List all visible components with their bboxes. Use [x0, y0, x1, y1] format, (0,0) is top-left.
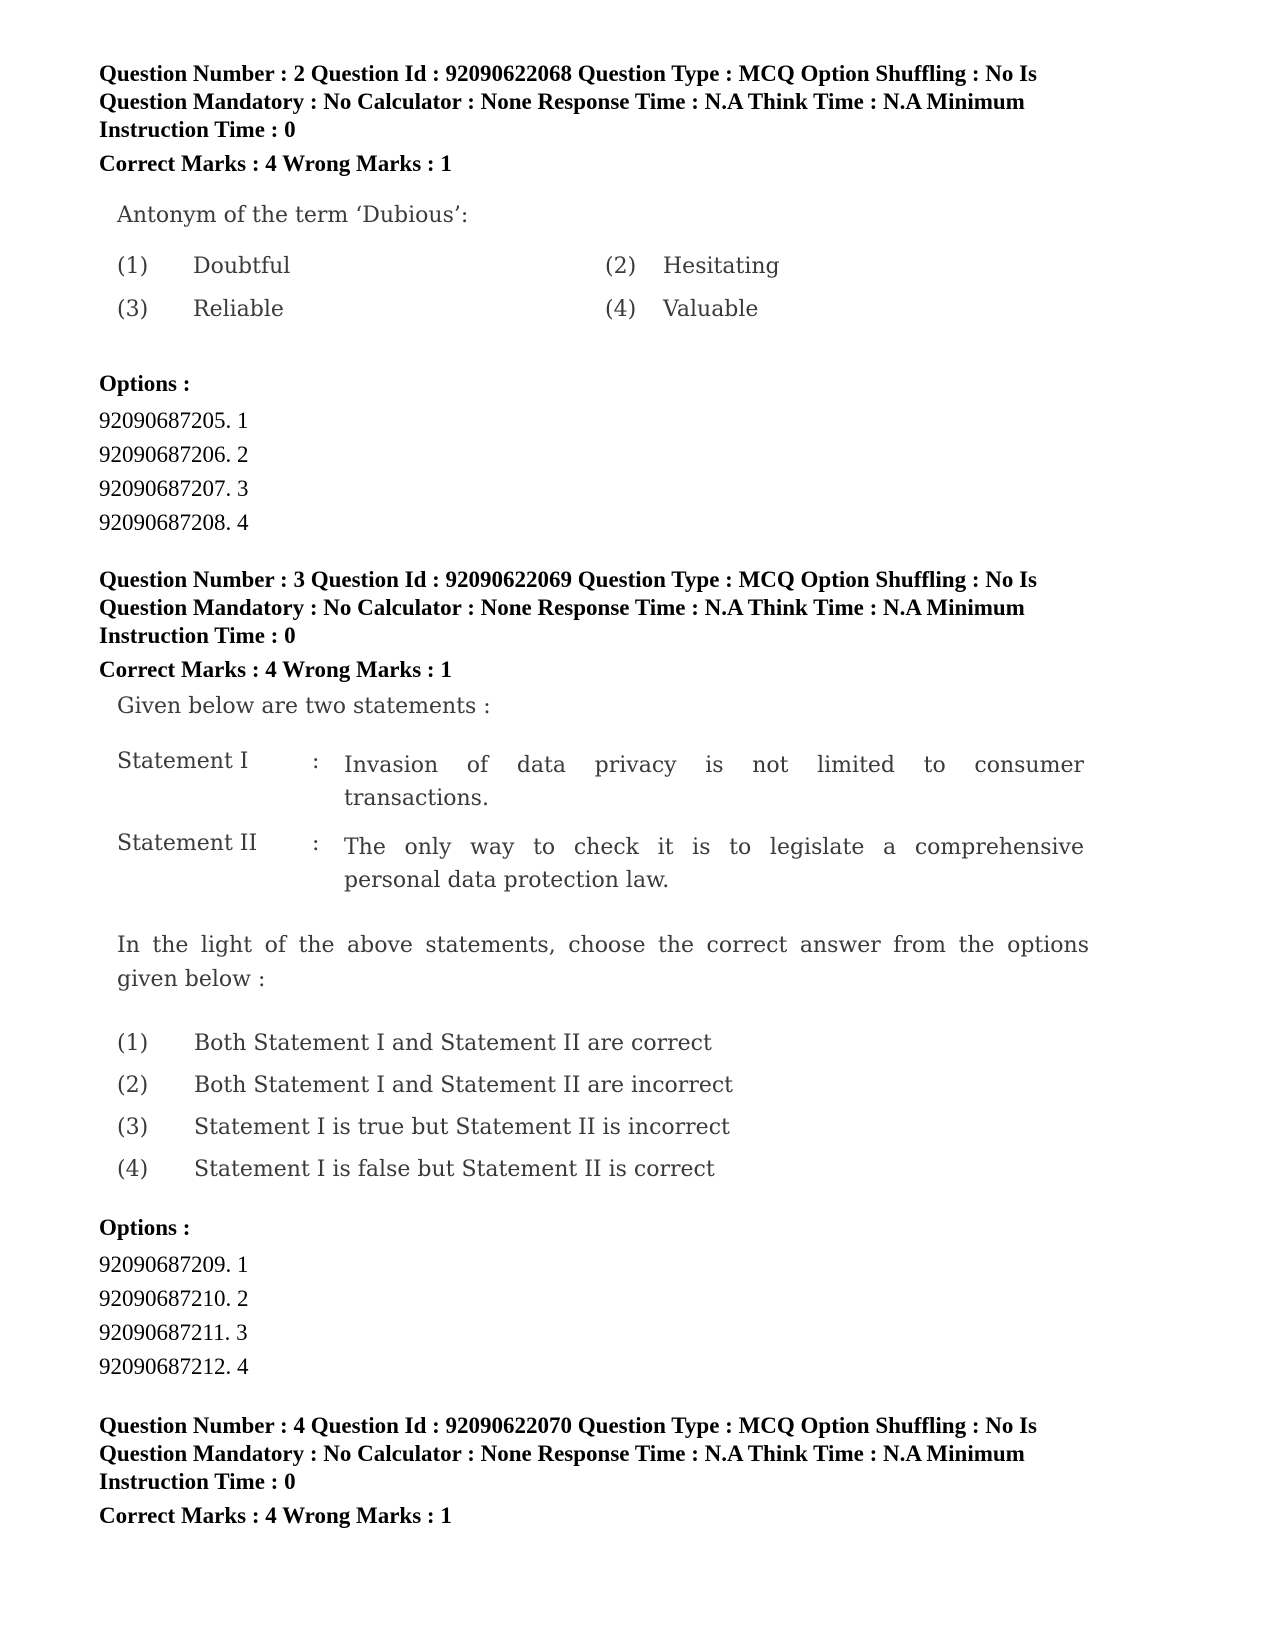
q2-question-body — [117, 203, 877, 322]
choice-number: (4) — [605, 297, 637, 322]
choice-row — [117, 1148, 1097, 1190]
choice-text: Statement I is true but Statement II is incorrect — [194, 1114, 730, 1140]
option-id: 92090687206. 2 — [99, 442, 249, 467]
option-id: 92090687211. 3 — [99, 1320, 248, 1345]
choice-text: Reliable — [193, 297, 284, 322]
q2-header — [99, 60, 1199, 178]
q4-header — [99, 1412, 1199, 1530]
q2-marks: Correct Marks : 4 Wrong Marks : 1 — [99, 151, 452, 176]
q3-header-line: Instruction Time : 0 — [99, 623, 296, 648]
q4-header-line: Instruction Time : 0 — [99, 1469, 296, 1494]
q2-question-text: Antonym of the term ‘Dubious’: — [117, 203, 469, 228]
statement-text — [344, 749, 1084, 815]
statement-label: Statement II — [117, 831, 258, 856]
choice-number: (4) — [117, 1156, 149, 1182]
statement-line: Invasion of data privacy is not limited to consumer — [344, 753, 1084, 778]
options-label: Options : — [99, 371, 191, 396]
option-id: 92090687210. 2 — [99, 1286, 249, 1311]
q3-header — [99, 566, 1199, 684]
option-id: 92090687207. 3 — [99, 476, 249, 501]
q4-header-line: Question Number : 4 Question Id : 92090622070 Question Type : MCQ Option Shuffling : No Is — [99, 1413, 1038, 1438]
choice-number: (3) — [117, 297, 149, 322]
choice-text: Both Statement I and Statement II are incorrect — [194, 1072, 734, 1098]
choice-number: (1) — [117, 1030, 149, 1056]
statement-colon: : — [312, 831, 320, 856]
q2-header-line: Instruction Time : 0 — [99, 117, 296, 142]
q3-instruction — [117, 929, 1089, 997]
choice-text: Hesitating — [663, 254, 780, 279]
option-id: 92090687208. 4 — [99, 510, 249, 535]
q2-header-line: Question Mandatory : No Calculator : None Response Time : N.A Think Time : N.A Minimum — [99, 89, 1025, 114]
q3-choices — [117, 1022, 1097, 1190]
statement-line: The only way to check it is to legislate a comprehensive — [344, 835, 1084, 860]
choice-row — [117, 1022, 1097, 1064]
q3-header-line: Question Number : 3 Question Id : 92090622069 Question Type : MCQ Option Shuffling : No Is — [99, 567, 1038, 592]
statement-text — [344, 831, 1084, 897]
option-id: 92090687205. 1 — [99, 408, 249, 433]
choice-row — [117, 1106, 1097, 1148]
choice-row — [117, 1064, 1097, 1106]
instruction-line: In the light of the above statements, choose the correct answer from the options — [117, 933, 1089, 958]
statement-colon: : — [312, 749, 320, 774]
instruction-line: given below : — [117, 967, 266, 992]
q3-marks: Correct Marks : 4 Wrong Marks : 1 — [99, 657, 452, 682]
q2-choices — [117, 254, 877, 322]
statement-line: personal data protection law. — [344, 868, 670, 893]
q3-options — [99, 1214, 1199, 1384]
q3-header-line: Question Mandatory : No Calculator : None Response Time : N.A Think Time : N.A Minimum — [99, 595, 1025, 620]
q2-options — [99, 370, 1199, 540]
statement-label: Statement I — [117, 749, 249, 774]
q4-header-line: Question Mandatory : No Calculator : None Response Time : N.A Think Time : N.A Minimum — [99, 1441, 1025, 1466]
choice-number: (2) — [605, 254, 637, 279]
q3-intro: Given below are two statements : — [117, 694, 491, 719]
statement-line: transactions. — [344, 786, 489, 811]
choice-number: (3) — [117, 1114, 149, 1140]
option-id: 92090687209. 1 — [99, 1252, 249, 1277]
choice-number: (1) — [117, 254, 149, 279]
choice-text: Valuable — [663, 297, 759, 322]
choice-text: Statement I is false but Statement II is correct — [194, 1156, 715, 1182]
choice-number: (2) — [117, 1072, 149, 1098]
options-label: Options : — [99, 1215, 191, 1240]
q3-question-body — [117, 694, 1097, 1190]
statement-2 — [117, 831, 1097, 897]
choice-text: Doubtful — [193, 254, 291, 279]
q2-header-line: Question Number : 2 Question Id : 92090622068 Question Type : MCQ Option Shuffling : No Is — [99, 61, 1038, 86]
option-id: 92090687212. 4 — [99, 1354, 249, 1379]
choice-text: Both Statement I and Statement II are correct — [194, 1030, 712, 1056]
statement-1 — [117, 749, 1097, 815]
q4-marks: Correct Marks : 4 Wrong Marks : 1 — [99, 1503, 452, 1528]
